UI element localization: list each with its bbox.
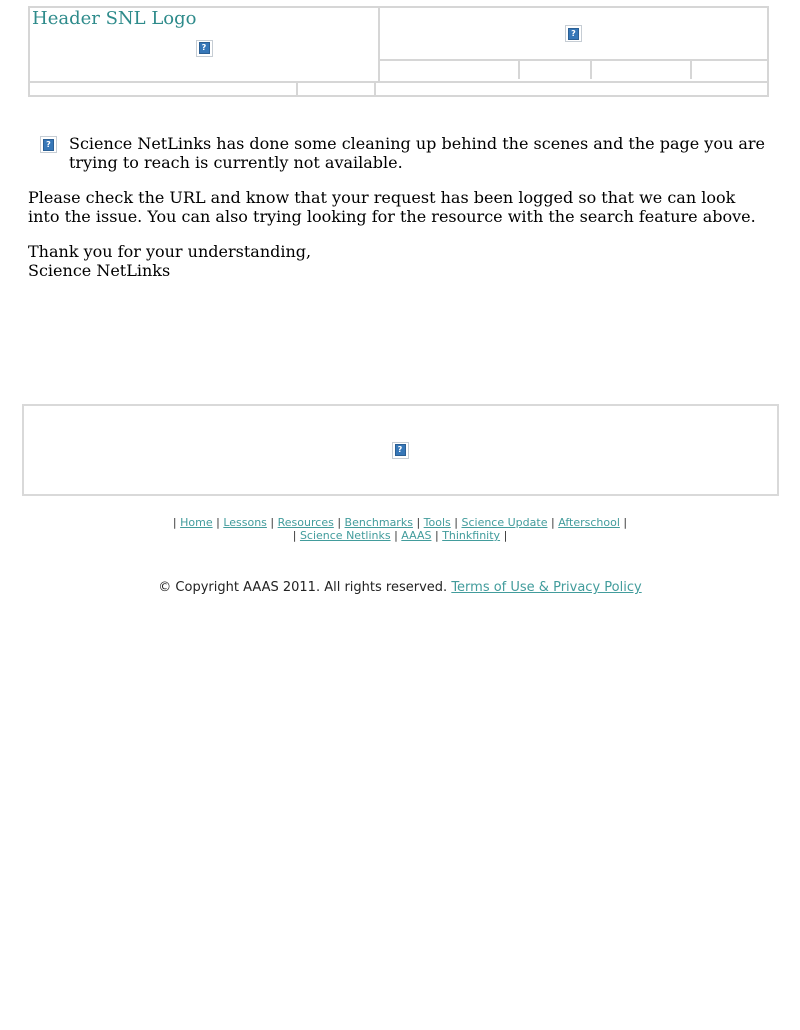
error-detail-paragraph — [28, 188, 800, 226]
question-mark-glyph: ? — [568, 28, 579, 40]
error-closing-paragraph — [28, 242, 800, 280]
header-nav-row — [380, 61, 767, 79]
footer-nav-row2 — [0, 529, 800, 542]
question-mark-glyph: ? — [199, 42, 210, 54]
separator: | — [434, 529, 439, 542]
header-bottom-cell — [298, 83, 376, 95]
separator: | — [172, 516, 177, 529]
error-notice-line2: trying to reach is currently not available. — [69, 153, 403, 172]
footer-link-lessons[interactable]: Lessons — [223, 516, 267, 529]
separator: | — [337, 516, 342, 529]
footer-banner-box — [22, 404, 779, 496]
header-bottom-cell — [376, 83, 767, 95]
header-nav-cell — [380, 61, 520, 79]
separator: | — [550, 516, 555, 529]
logo-broken-image-row — [32, 35, 376, 57]
footer-link-resources[interactable]: Resources — [277, 516, 334, 529]
separator: | — [394, 529, 398, 542]
separator: | — [416, 516, 421, 529]
header-nav-cell — [592, 61, 692, 79]
error-closing-line1: Thank you for your understanding, — [28, 242, 312, 261]
header-logo-cell — [30, 8, 380, 81]
footer-link-thinkfinity[interactable]: Thinkfinity — [442, 529, 501, 542]
separator: | — [503, 529, 508, 542]
error-notice — [40, 134, 800, 172]
error-notice-line1: Science NetLinks has done some cleaning up behind the scenes and the page you are — [69, 134, 766, 153]
footer-link-afterschool[interactable]: Afterschool — [558, 516, 620, 529]
footer-link-science-update[interactable]: Science Update — [461, 516, 548, 529]
copyright-text: © Copyright AAAS 2011. All rights reserved. — [158, 580, 448, 595]
broken-image-icon — [196, 40, 213, 57]
error-notice-text — [69, 134, 779, 172]
separator: | — [292, 529, 297, 542]
broken-image-icon — [565, 25, 582, 42]
broken-image-icon — [392, 442, 409, 459]
header-right-cell — [380, 8, 767, 81]
separator: | — [454, 516, 458, 529]
separator: | — [270, 516, 275, 529]
footer-link-tools[interactable]: Tools — [423, 516, 451, 529]
separator: | — [216, 516, 220, 529]
terms-privacy-link[interactable]: Terms of Use & Privacy Policy — [451, 580, 642, 595]
logo-link[interactable]: Header SNL Logo — [32, 8, 197, 29]
error-detail-line1: Please check the URL and know that your request has been logged so that we can look — [28, 188, 736, 207]
footer-link-home[interactable]: Home — [180, 516, 213, 529]
header-bottom-cell — [30, 83, 298, 95]
footer-link-benchmarks[interactable]: Benchmarks — [344, 516, 413, 529]
error-closing-line2: Science NetLinks — [28, 261, 171, 280]
footer-nav — [0, 516, 800, 542]
separator: | — [623, 516, 628, 529]
footer-link-science-netlinks[interactable]: Science Netlinks — [299, 529, 391, 542]
header-bottom-row — [30, 81, 767, 95]
header-table — [28, 6, 769, 97]
broken-image-icon — [40, 136, 57, 153]
copyright-row — [0, 580, 800, 596]
header-search-cell — [380, 8, 767, 61]
question-mark-glyph: ? — [43, 139, 54, 151]
header-nav-cell — [520, 61, 592, 79]
footer-nav-row1 — [0, 516, 800, 529]
header-top-row — [30, 8, 767, 81]
header-nav-cell — [692, 61, 767, 79]
question-mark-glyph: ? — [395, 444, 406, 456]
error-detail-line2: into the issue. You can also trying looking for the resource with the search feature above. — [28, 207, 756, 226]
footer-link-aaas[interactable]: AAAS — [401, 529, 432, 542]
